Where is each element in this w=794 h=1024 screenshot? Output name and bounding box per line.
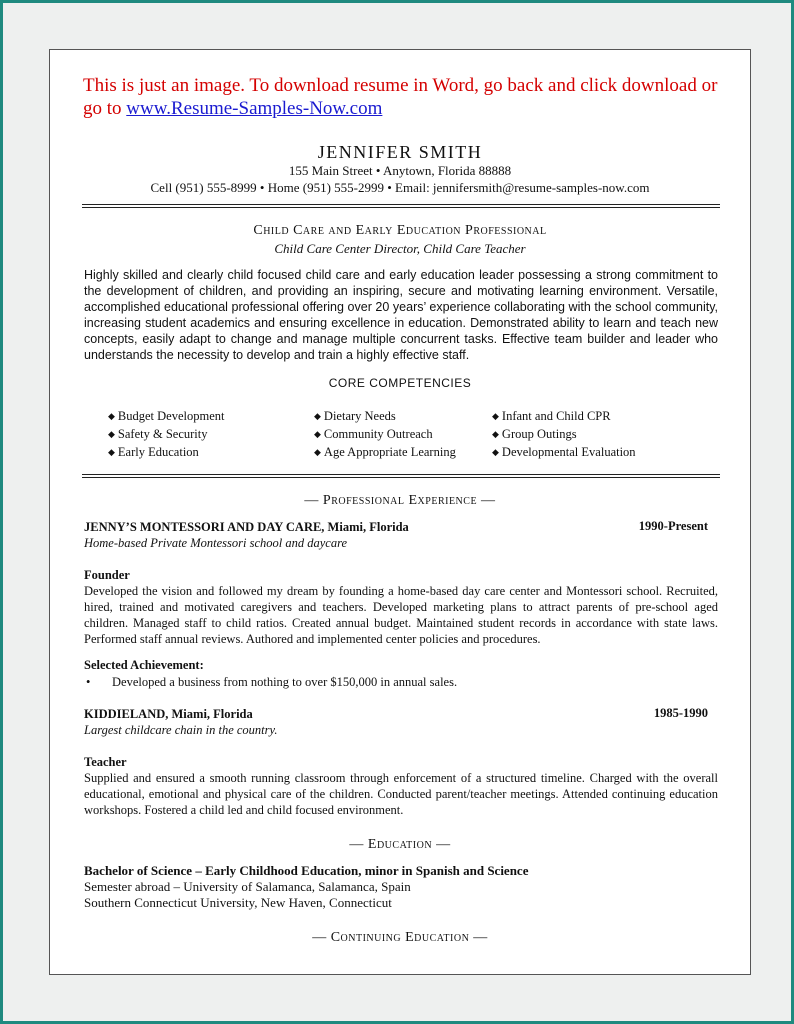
headline-subtitle: Child Care Center Director, Child Care Teacher — [274, 241, 526, 256]
resume-page — [49, 49, 751, 975]
job2-dates: 1985-1990 — [653, 706, 708, 720]
competency-column-2 — [314, 407, 494, 461]
competency-item: ◆ Community Outreach — [314, 427, 433, 441]
job1-achievement: • Developed a business from nothing to over $150,000 in annual sales. — [86, 675, 458, 689]
education-line-2: Southern Connecticut University, New Haven, Connecticut — [84, 895, 392, 910]
experience-heading: — Professional Experience — — [304, 493, 496, 508]
competency-item: ◆ Budget Development — [108, 409, 225, 423]
job2-description: Largest childcare chain in the country. — [84, 723, 278, 737]
job2-text: Supplied and ensured a smooth running classroom through enforcement of a structured timeline. Charged with the overall educational, emotional and physical care of the children. Conducted parent/teacher meetings. Attended continuing education workshops. Fostered a child led and child focused environment. — [84, 771, 718, 817]
diamond-bullet-icon: ◆ — [492, 411, 499, 421]
diamond-bullet-icon: ◆ — [314, 429, 321, 439]
job2-role: Teacher — [84, 755, 127, 769]
contact-line: Cell (951) 555-8999 • Home (951) 555-2999 • Email: jennifersmith@resume-samples-now.com — [150, 180, 650, 195]
continuing-education-heading: — Continuing Education — — [312, 930, 488, 945]
competency-column-3 — [492, 407, 702, 461]
download-notice — [83, 74, 723, 120]
summary-paragraph: Highly skilled and clearly child focused child care and early education leader possessing a strong commitment to the development of children, and providing an inspiring, secure and motivating learning environment. Versatile, accomplished educational professional offering over 20 years’ experience collaborating with the school community, increasing student academics and ensuring excellence in education. Demonstrated ability to learn and teach new concepts, easily adapt to change and manage multiple concurrent tasks. Effective team builder and leader who understands the necessity to develop and train a highly effective staff. — [84, 268, 718, 362]
header-divider — [82, 204, 720, 208]
competency-item: ◆ Infant and Child CPR — [492, 409, 611, 423]
job1-text: Developed the vision and followed my dream by founding a home-based day care center and Montessori school. Recruited, hired, trained and motivated caregivers and teachers. Developed marketing plans to attract parents of pre-school aged children. Managed staff to child ratios. Created annual budget. Maintained student records in accordance with state laws. Performed staff annual reviews. Authored and implemented center policies and procedures. — [84, 584, 718, 646]
diamond-bullet-icon: ◆ — [314, 447, 321, 457]
job1-employer: JENNY’S MONTESSORI AND DAY CARE, Miami, Florida — [84, 520, 409, 534]
notice-text: This is just an image. To download resume in Word, go back and click download or go to — [83, 75, 718, 119]
education-line-1: Semester abroad – University of Salamanca, Salamanca, Spain — [84, 879, 411, 894]
bullet-icon: • — [86, 675, 91, 689]
job1-role: Founder — [84, 568, 130, 582]
job1-achievement-label: Selected Achievement: — [84, 658, 204, 672]
competency-item: ◆ Age Appropriate Learning — [314, 445, 456, 459]
competencies-divider — [82, 474, 720, 478]
core-competencies-heading: CORE COMPETENCIES — [328, 376, 472, 390]
job1-dates: 1990-Present — [638, 519, 708, 533]
education-degree: Bachelor of Science – Early Childhood Education, minor in Spanish and Science — [84, 863, 529, 878]
diamond-bullet-icon: ◆ — [492, 447, 499, 457]
page-frame — [3, 3, 791, 1021]
job1-description: Home-based Private Montessori school and daycare — [84, 536, 348, 550]
diamond-bullet-icon: ◆ — [108, 411, 115, 421]
candidate-name: JENNIFER SMITH — [317, 142, 483, 162]
job2-employer: KIDDIELAND, Miami, Florida — [84, 707, 253, 721]
competency-item: ◆ Developmental Evaluation — [492, 445, 636, 459]
diamond-bullet-icon: ◆ — [492, 429, 499, 439]
diamond-bullet-icon: ◆ — [108, 429, 115, 439]
competency-item: ◆ Group Outings — [492, 427, 577, 441]
competency-item: ◆ Safety & Security — [108, 427, 208, 441]
diamond-bullet-icon: ◆ — [108, 447, 115, 457]
headline-title: Child Care and Early Education Professional — [253, 223, 547, 238]
website-link[interactable]: www.Resume-Samples-Now.com — [126, 98, 383, 119]
address-line: 155 Main Street • Anytown, Florida 88888 — [288, 163, 512, 178]
diamond-bullet-icon: ◆ — [314, 411, 321, 421]
competency-item: ◆ Dietary Needs — [314, 409, 396, 423]
competency-column-1 — [108, 407, 308, 461]
education-heading: — Education — — [349, 837, 451, 852]
competency-item: ◆ Early Education — [108, 445, 199, 459]
